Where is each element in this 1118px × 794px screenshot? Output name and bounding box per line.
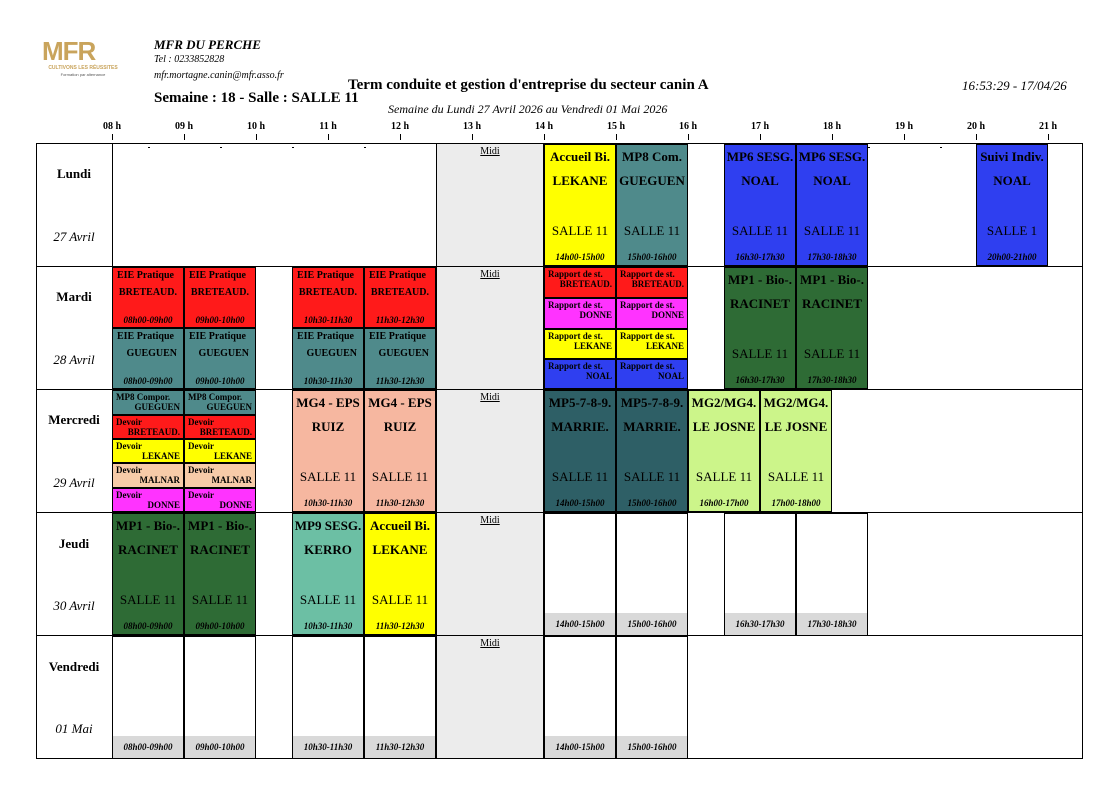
course-title: EIE Pratique bbox=[369, 270, 426, 281]
course-title: MP8 Compor. bbox=[188, 392, 243, 402]
hour-tick bbox=[472, 134, 473, 140]
course-title: MP6 SESG. bbox=[726, 149, 794, 164]
course-room: SALLE 11 bbox=[803, 346, 861, 361]
course-block[interactable] bbox=[112, 390, 184, 415]
hour-tick bbox=[832, 134, 833, 140]
course-block[interactable] bbox=[184, 390, 256, 415]
date-monday: 27 Avril bbox=[53, 229, 95, 244]
course-room: SALLE 11 bbox=[551, 469, 609, 484]
course-teacher: LE JOSNE bbox=[764, 419, 828, 434]
school-email: mfr.mortagne.canin@mfr.asso.fr bbox=[154, 70, 284, 81]
empty-slot[interactable] bbox=[724, 513, 796, 636]
course-teacher: GUEGUEN bbox=[206, 402, 252, 412]
course-teacher: DONNE bbox=[147, 500, 180, 510]
course-block[interactable] bbox=[292, 267, 364, 328]
course-title: Rapport de st. bbox=[620, 361, 675, 371]
course-time: 10h30-11h30 bbox=[303, 315, 353, 325]
slot-time: 17h30-18h30 bbox=[797, 613, 867, 635]
course-block[interactable] bbox=[544, 298, 616, 329]
course-title: EIE Pratique bbox=[369, 331, 426, 342]
course-title: MP1 - Bio-. bbox=[116, 518, 180, 533]
course-teacher: RACINET bbox=[118, 542, 178, 557]
week-room: Semaine : 18 - Salle : SALLE 11 bbox=[154, 90, 359, 106]
course-block[interactable] bbox=[544, 267, 616, 298]
course-block[interactable] bbox=[112, 463, 184, 488]
course-teacher: RACINET bbox=[730, 296, 790, 311]
course-time: 17h30-18h30 bbox=[807, 252, 857, 262]
midi-break bbox=[436, 636, 544, 758]
midi-break bbox=[436, 513, 544, 635]
slot-time: 08h00-09h00 bbox=[113, 736, 183, 758]
course-teacher: MARRIE. bbox=[551, 419, 609, 434]
course-title: Rapport de st. bbox=[548, 331, 603, 341]
day-wednesday: Mercredi bbox=[48, 412, 100, 427]
course-teacher: LEKANE bbox=[372, 542, 428, 557]
hour-label: 08 h bbox=[102, 121, 122, 132]
course-teacher: LEKANE bbox=[573, 341, 612, 351]
course-teacher: DONNE bbox=[579, 310, 612, 320]
slot-time: 16h30-17h30 bbox=[725, 613, 795, 635]
course-teacher: RACINET bbox=[190, 542, 250, 557]
course-title: MP5-7-8-9. bbox=[620, 395, 684, 410]
course-time: 15h00-16h00 bbox=[627, 498, 677, 508]
slot-time: 15h00-16h00 bbox=[617, 613, 687, 635]
course-block[interactable] bbox=[616, 144, 688, 266]
empty-slot[interactable] bbox=[544, 636, 616, 759]
course-title: MP8 Com. bbox=[622, 149, 682, 164]
hour-label: 10 h bbox=[246, 121, 266, 132]
slot-time: 14h00-15h00 bbox=[545, 736, 615, 758]
course-block[interactable] bbox=[724, 267, 796, 389]
course-time: 10h30-11h30 bbox=[303, 498, 353, 508]
course-title: Devoir bbox=[116, 490, 142, 500]
course-teacher: RUIZ bbox=[311, 419, 345, 434]
empty-slot[interactable] bbox=[796, 513, 868, 636]
course-block[interactable] bbox=[616, 267, 688, 298]
course-title: EIE Pratique bbox=[117, 331, 174, 342]
course-time: 10h30-11h30 bbox=[303, 376, 353, 386]
course-time: 16h30-17h30 bbox=[735, 252, 785, 262]
course-block[interactable] bbox=[184, 488, 256, 512]
course-block[interactable] bbox=[292, 328, 364, 389]
empty-slot[interactable] bbox=[616, 636, 688, 759]
course-title: MG2/MG4. bbox=[763, 395, 829, 410]
course-teacher: DONNE bbox=[651, 310, 684, 320]
course-teacher: GUEGUEN bbox=[198, 348, 249, 359]
course-title: Devoir bbox=[116, 417, 142, 427]
hour-tick bbox=[328, 134, 329, 140]
hour-tick bbox=[760, 134, 761, 140]
course-time: 09h00-10h00 bbox=[195, 376, 245, 386]
slot-time: 14h00-15h00 bbox=[545, 613, 615, 635]
course-room: SALLE 11 bbox=[551, 223, 609, 238]
course-teacher: BRETEAUD. bbox=[559, 279, 612, 289]
course-block[interactable] bbox=[544, 329, 616, 359]
midi-break bbox=[436, 390, 544, 512]
hour-label: 11 h bbox=[319, 121, 337, 132]
course-block[interactable] bbox=[112, 439, 184, 463]
course-block[interactable] bbox=[292, 513, 364, 635]
hour-label: 17 h bbox=[750, 121, 770, 132]
course-title: Suivi Indiv. bbox=[980, 149, 1044, 164]
hour-label: 15 h bbox=[606, 121, 626, 132]
course-time: 11h30-12h30 bbox=[375, 621, 425, 631]
course-teacher: RUIZ bbox=[383, 419, 417, 434]
course-block[interactable] bbox=[796, 267, 868, 389]
course-teacher: LEKANE bbox=[213, 451, 252, 461]
course-time: 17h30-18h30 bbox=[807, 375, 857, 385]
course-title: EIE Pratique bbox=[297, 331, 354, 342]
hour-tick bbox=[904, 134, 905, 140]
week-period: Semaine du Lundi 27 Avril 2026 au Vendredi 01 Mai 2026 bbox=[388, 102, 668, 116]
empty-slot[interactable] bbox=[292, 636, 364, 759]
course-title: Devoir bbox=[116, 465, 142, 475]
course-room: SALLE 11 bbox=[623, 223, 681, 238]
course-title: Rapport de st. bbox=[620, 331, 675, 341]
course-title: EIE Pratique bbox=[189, 331, 246, 342]
hour-label: 20 h bbox=[966, 121, 986, 132]
course-block[interactable] bbox=[976, 144, 1048, 266]
course-block[interactable] bbox=[112, 488, 184, 512]
course-title: MP1 - Bio-. bbox=[800, 272, 864, 287]
empty-slot[interactable] bbox=[544, 513, 616, 636]
course-teacher: LE JOSNE bbox=[692, 419, 756, 434]
course-time: 08h00-09h00 bbox=[123, 315, 173, 325]
course-block[interactable] bbox=[292, 390, 364, 512]
course-teacher: BRETEAUD. bbox=[127, 427, 180, 437]
hour-label: 14 h bbox=[534, 121, 554, 132]
course-block[interactable] bbox=[112, 328, 184, 389]
course-title: Rapport de st. bbox=[548, 300, 603, 310]
course-block[interactable] bbox=[112, 513, 184, 635]
course-teacher: GUEGUEN bbox=[619, 173, 685, 188]
course-title: MG4 - EPS bbox=[296, 395, 360, 410]
midi-label: Midi bbox=[480, 515, 500, 526]
hour-tick bbox=[112, 134, 113, 140]
course-time: 15h00-16h00 bbox=[627, 252, 677, 262]
day-tuesday: Mardi bbox=[56, 289, 92, 304]
course-title: MP8 Compor. bbox=[116, 392, 171, 402]
hour-label: 21 h bbox=[1038, 121, 1058, 132]
course-title: Rapport de st. bbox=[548, 361, 603, 371]
course-title: EIE Pratique bbox=[297, 270, 354, 281]
midi-label: Midi bbox=[480, 146, 500, 157]
empty-slot[interactable] bbox=[112, 636, 184, 759]
course-room: SALLE 11 bbox=[191, 592, 249, 607]
course-time: 09h00-10h00 bbox=[195, 315, 245, 325]
hour-label: 18 h bbox=[822, 121, 842, 132]
course-block[interactable] bbox=[616, 298, 688, 329]
course-teacher: MARRIE. bbox=[623, 419, 681, 434]
print-timestamp: 16:53:29 - 17/04/26 bbox=[962, 78, 1067, 93]
hour-tick bbox=[400, 134, 401, 140]
hour-label: 16 h bbox=[678, 121, 698, 132]
slot-time: 11h30-12h30 bbox=[365, 736, 435, 758]
course-teacher: LEKANE bbox=[645, 341, 684, 351]
slot-time: 10h30-11h30 bbox=[293, 736, 363, 758]
course-block[interactable] bbox=[724, 144, 796, 266]
course-time: 17h00-18h00 bbox=[771, 498, 821, 508]
midi-break bbox=[436, 267, 544, 389]
course-room: SALLE 11 bbox=[731, 346, 789, 361]
course-title: Devoir bbox=[188, 441, 214, 451]
hour-tick bbox=[1048, 134, 1049, 140]
course-title: Accueil Bi. bbox=[370, 518, 430, 533]
course-room: SALLE 11 bbox=[299, 592, 357, 607]
course-teacher: MALNAR bbox=[211, 475, 252, 485]
course-time: 16h00-17h00 bbox=[699, 498, 749, 508]
course-title: MP1 - Bio-. bbox=[188, 518, 252, 533]
day-friday: Vendredi bbox=[48, 659, 100, 674]
page-title: Term conduite et gestion d'entreprise du secteur canin A bbox=[348, 77, 709, 93]
course-room: SALLE 11 bbox=[803, 223, 861, 238]
course-block[interactable] bbox=[616, 359, 688, 389]
course-time: 11h30-12h30 bbox=[375, 498, 425, 508]
course-block[interactable] bbox=[112, 415, 184, 439]
course-block[interactable] bbox=[364, 267, 436, 328]
course-block[interactable] bbox=[112, 267, 184, 328]
course-block[interactable] bbox=[184, 513, 256, 635]
course-teacher: NOAL bbox=[993, 173, 1031, 188]
school-name: MFR DU PERCHE bbox=[154, 37, 261, 52]
logo-tagline: CULTIVONS LES RÉUSSITES bbox=[48, 65, 118, 71]
course-block[interactable] bbox=[184, 439, 256, 463]
course-block[interactable] bbox=[616, 329, 688, 359]
course-teacher: BRETEAUD. bbox=[370, 287, 429, 298]
course-block[interactable] bbox=[688, 390, 760, 512]
hour-tick bbox=[616, 134, 617, 140]
midi-label: Midi bbox=[480, 269, 500, 280]
school-phone: Tel : 0233852828 bbox=[154, 54, 225, 65]
course-room: SALLE 11 bbox=[623, 469, 681, 484]
course-teacher: KERRO bbox=[304, 542, 352, 557]
course-title: EIE Pratique bbox=[117, 270, 174, 281]
course-block[interactable] bbox=[616, 390, 688, 512]
course-room: SALLE 11 bbox=[695, 469, 753, 484]
course-block[interactable] bbox=[184, 328, 256, 389]
date-tuesday: 28 Avril bbox=[53, 352, 95, 367]
day-thursday: Jeudi bbox=[58, 536, 90, 551]
date-friday: 01 Mai bbox=[55, 721, 93, 736]
empty-slot[interactable] bbox=[616, 513, 688, 636]
course-block[interactable] bbox=[364, 328, 436, 389]
hour-label: 19 h bbox=[894, 121, 914, 132]
course-teacher: RACINET bbox=[802, 296, 862, 311]
course-teacher: BRETEAUD. bbox=[190, 287, 249, 298]
empty-slot[interactable] bbox=[364, 636, 436, 759]
course-time: 08h00-09h00 bbox=[123, 621, 173, 631]
date-wednesday: 29 Avril bbox=[53, 475, 95, 490]
hour-label: 12 h bbox=[390, 121, 410, 132]
course-block[interactable] bbox=[364, 513, 436, 635]
course-title: MP9 SESG. bbox=[294, 518, 362, 533]
course-block[interactable] bbox=[796, 144, 868, 266]
course-title: Devoir bbox=[188, 490, 214, 500]
course-title: Rapport de st. bbox=[620, 269, 675, 279]
mfr-logo bbox=[38, 36, 128, 80]
course-block[interactable] bbox=[184, 463, 256, 488]
course-time: 08h00-09h00 bbox=[123, 376, 173, 386]
course-block[interactable] bbox=[544, 390, 616, 512]
course-teacher: DONNE bbox=[219, 500, 252, 510]
midi-label: Midi bbox=[480, 392, 500, 403]
course-room: SALLE 11 bbox=[299, 469, 357, 484]
course-teacher: BRETEAUD. bbox=[631, 279, 684, 289]
course-title: Accueil Bi. bbox=[550, 149, 610, 164]
course-title: MP6 SESG. bbox=[798, 149, 866, 164]
course-title: Devoir bbox=[188, 465, 214, 475]
hour-tick bbox=[688, 134, 689, 140]
course-title: MG4 - EPS bbox=[368, 395, 432, 410]
midi-break bbox=[436, 144, 544, 266]
course-room: SALLE 11 bbox=[371, 469, 429, 484]
course-teacher: GUEGUEN bbox=[134, 402, 180, 412]
slot-time: 15h00-16h00 bbox=[617, 736, 687, 758]
course-block[interactable] bbox=[544, 359, 616, 389]
course-title: MP5-7-8-9. bbox=[548, 395, 612, 410]
course-title: Rapport de st. bbox=[548, 269, 603, 279]
course-time: 14h00-15h00 bbox=[555, 252, 605, 262]
course-teacher: MALNAR bbox=[139, 475, 180, 485]
logo-wordmark: MFR bbox=[42, 36, 96, 66]
course-time: 09h00-10h00 bbox=[195, 621, 245, 631]
course-time: 11h30-12h30 bbox=[375, 376, 425, 386]
course-teacher: LEKANE bbox=[141, 451, 180, 461]
course-room: SALLE 11 bbox=[731, 223, 789, 238]
course-teacher: NOAL bbox=[657, 371, 684, 381]
hour-tick bbox=[976, 134, 977, 140]
day-monday: Lundi bbox=[57, 166, 91, 181]
hour-label: 13 h bbox=[462, 121, 482, 132]
course-block[interactable] bbox=[760, 390, 832, 512]
course-teacher: BRETEAUD. bbox=[298, 287, 357, 298]
hour-tick bbox=[184, 134, 185, 140]
course-title: Devoir bbox=[116, 441, 142, 451]
course-room: SALLE 11 bbox=[119, 592, 177, 607]
course-title: Rapport de st. bbox=[620, 300, 675, 310]
date-thursday: 30 Avril bbox=[53, 598, 95, 613]
hour-tick bbox=[544, 134, 545, 140]
course-block[interactable] bbox=[544, 144, 616, 266]
course-room: SALLE 1 bbox=[986, 223, 1038, 238]
logo-subtitle: Formation par alternance bbox=[60, 72, 106, 77]
course-time: 16h30-17h30 bbox=[735, 375, 785, 385]
course-time: 14h00-15h00 bbox=[555, 498, 605, 508]
course-time: 10h30-11h30 bbox=[303, 621, 353, 631]
course-teacher: NOAL bbox=[741, 173, 779, 188]
course-teacher: GUEGUEN bbox=[378, 348, 429, 359]
course-time: 11h30-12h30 bbox=[375, 315, 425, 325]
course-teacher: LEKANE bbox=[552, 173, 608, 188]
course-title: Devoir bbox=[188, 417, 214, 427]
course-room: SALLE 11 bbox=[371, 592, 429, 607]
course-title: MP1 - Bio-. bbox=[728, 272, 792, 287]
course-time: 20h00-21h00 bbox=[987, 252, 1037, 262]
hour-tick bbox=[256, 134, 257, 140]
hour-label: 09 h bbox=[174, 121, 194, 132]
course-title: EIE Pratique bbox=[189, 270, 246, 281]
course-teacher: BRETEAUD. bbox=[199, 427, 252, 437]
course-teacher: BRETEAUD. bbox=[118, 287, 177, 298]
slot-time: 09h00-10h00 bbox=[185, 736, 255, 758]
course-teacher: NOAL bbox=[585, 371, 612, 381]
course-teacher: GUEGUEN bbox=[126, 348, 177, 359]
course-teacher: GUEGUEN bbox=[306, 348, 357, 359]
course-room: SALLE 11 bbox=[767, 469, 825, 484]
midi-label: Midi bbox=[480, 638, 500, 649]
empty-slot[interactable] bbox=[184, 636, 256, 759]
course-block[interactable] bbox=[184, 267, 256, 328]
course-block[interactable] bbox=[184, 415, 256, 439]
course-teacher: NOAL bbox=[813, 173, 851, 188]
course-block[interactable] bbox=[364, 390, 436, 512]
course-title: MG2/MG4. bbox=[691, 395, 757, 410]
